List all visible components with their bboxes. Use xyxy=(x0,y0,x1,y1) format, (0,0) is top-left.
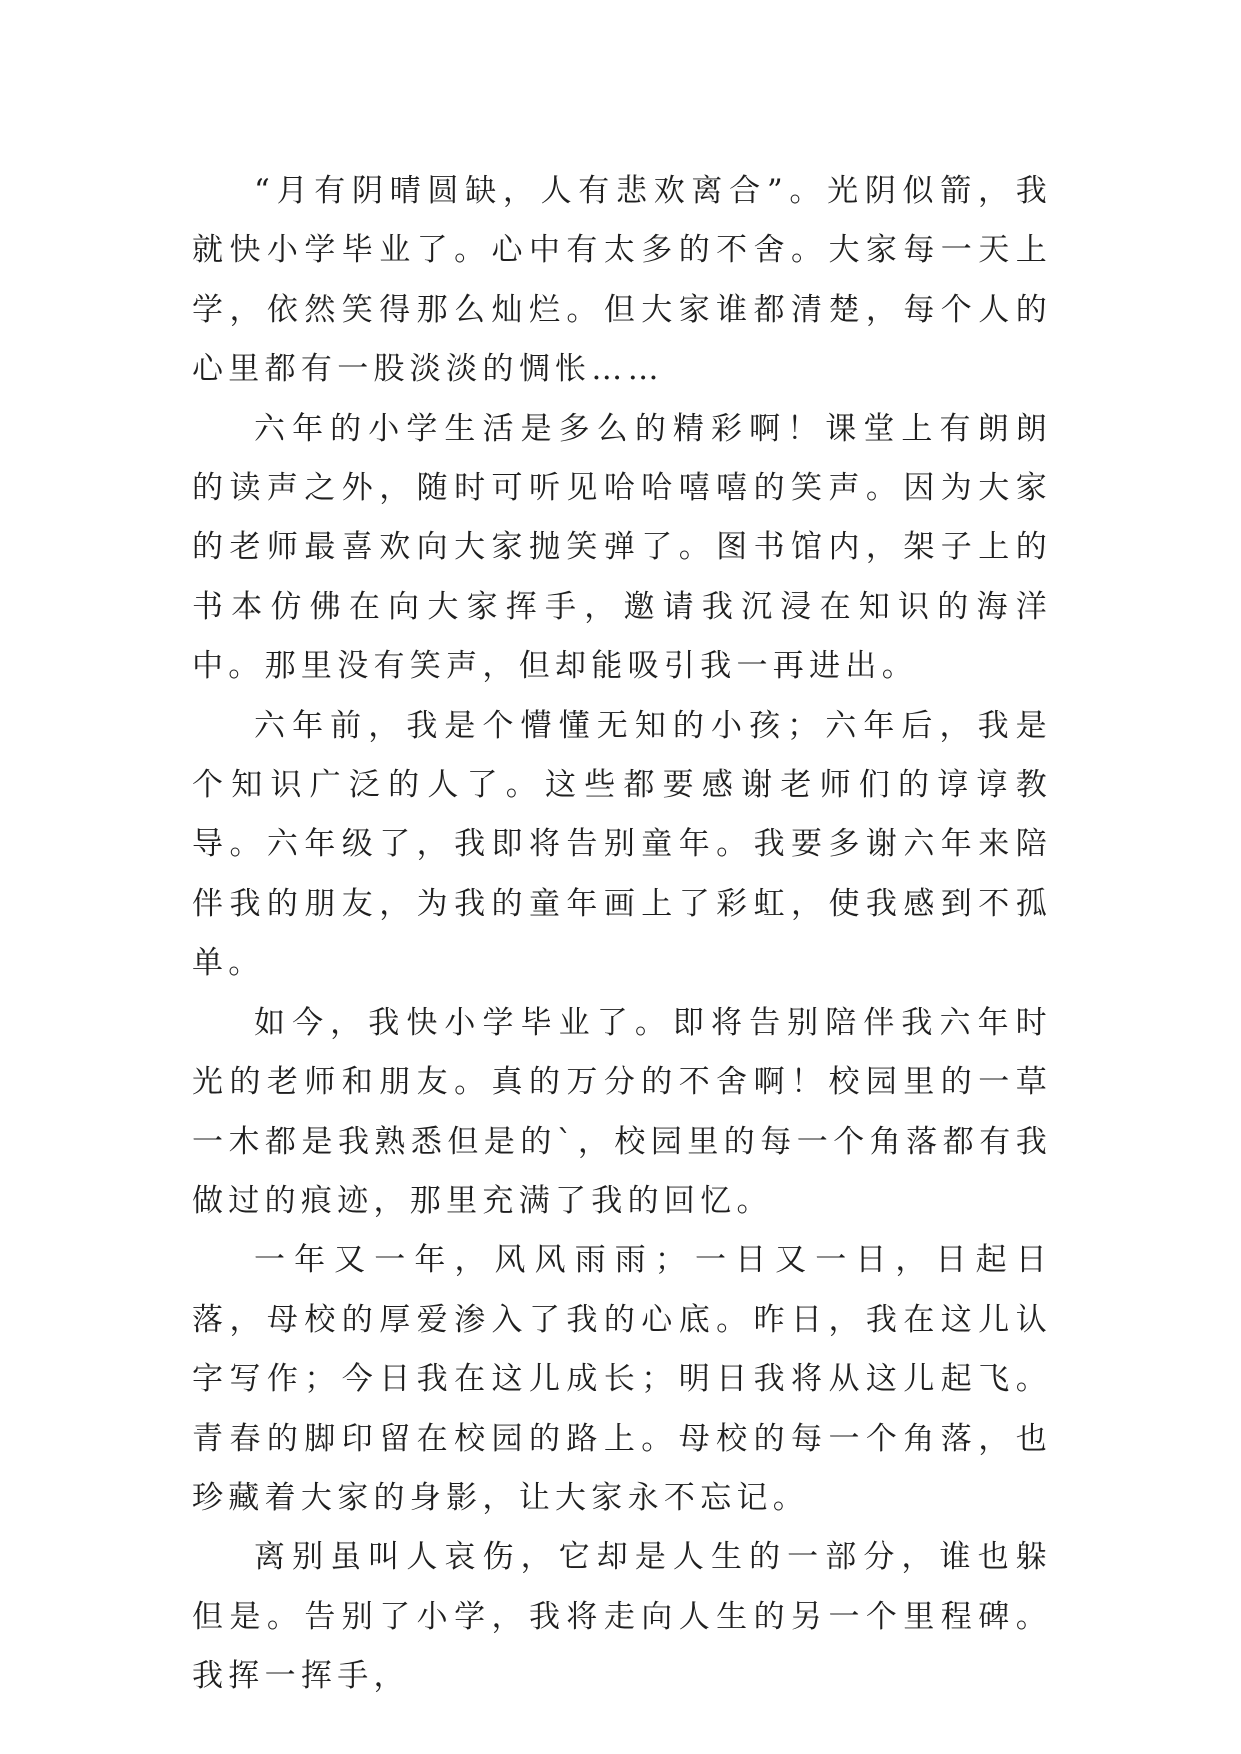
paragraph-6: 离别虽叫人哀伤，它却是人生的一部分，谁也躲但是。告别了小学，我将走向人生的另一个里程碑。我挥一挥手， xyxy=(192,1539,1052,1695)
paragraph-5: 一年又一年，风风雨雨；一日又一日，日起日落，母校的厚爱渗入了我的心底。昨日，我在这儿认字写作；今日我在这儿成长；明日我将从这儿起飞。青春的脚印留在校园的路上。母校的每一个角落，也珍藏着大家的身影，让大家永不忘记。 xyxy=(192,1242,1052,1516)
paragraph-2: 六年的小学生活是多么的精彩啊！课堂上有朗朗的读声之外，随时可听见哈哈嘻嘻的笑声。因为大家的老师最喜欢向大家抛笑弹了。图书馆内，架子上的书本仿佛在向大家挥手，邀请我沉浸在知识的海洋中。那里没有笑声，但却能吸引我一再进出。 xyxy=(192,410,1052,685)
paragraph-4: 如今，我快小学毕业了。即将告别陪伴我六年时光的老师和朋友。真的万分的不舍啊！校园里的一草一木都是我熟悉但是的`，校园里的每一个角落都有我做过的痕迹，那里充满了我的回忆。 xyxy=(192,1004,1052,1219)
paragraph-1: “月有阴晴圆缺，人有悲欢离合”。光阴似箭，我就快小学毕业了。心中有太多的不舍。大家每一天上学，依然笑得那么灿烂。但大家谁都清楚，每个人的心里都有一股淡淡的惆怅…… xyxy=(192,173,1052,388)
essay-body xyxy=(192,162,1052,1707)
paragraph-3: 六年前，我是个懵懂无知的小孩；六年后，我是个知识广泛的人了。这些都要感谢老师们的谆谆教导。六年级了，我即将告别童年。我要多谢六年来陪伴我的朋友，为我的童年画上了彩虹，使我感到不孤单。 xyxy=(192,707,1052,982)
